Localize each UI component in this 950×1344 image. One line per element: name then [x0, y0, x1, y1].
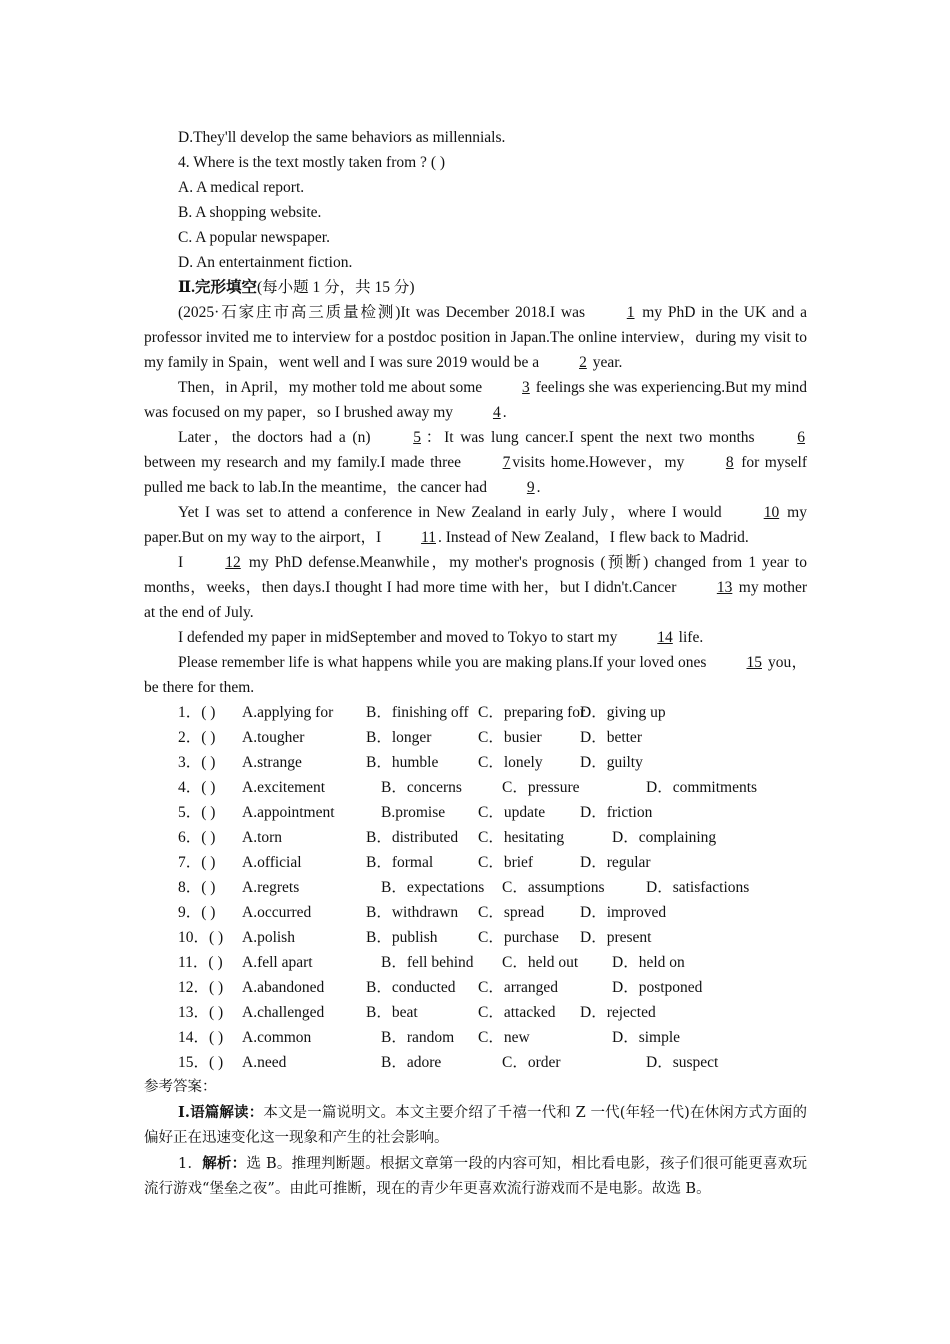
option-row-2	[144, 725, 807, 750]
text-run: ：It was lung cancer.I spent the next two months	[422, 429, 762, 446]
option-row-13	[144, 1000, 807, 1025]
blank-7: 7	[502, 454, 511, 471]
option-b: B．longer	[366, 729, 432, 746]
cloze-paragraph-4	[144, 500, 807, 550]
option-b: B．beat	[366, 1004, 418, 1021]
option-a: A.common	[242, 1029, 312, 1046]
option-number: 13．( )	[178, 1004, 224, 1021]
cloze-paragraph-2	[144, 375, 807, 425]
option-a: A.strange	[242, 754, 302, 771]
option-d: D．guilty	[580, 754, 643, 771]
option-row-9	[144, 900, 807, 925]
answer-intro-text: 本文是一篇说明文。本文主要介绍了千禧一代和 Z 一代(年轻一代)在休闲方式方面的偏好正在迅速变化这一现象和产生的社会影响。	[144, 1105, 807, 1146]
blank-6: 6	[797, 429, 806, 446]
text-run: visits home.However，my	[512, 454, 690, 471]
option-a: A.torn	[242, 829, 283, 846]
option-b: B．publish	[366, 929, 438, 946]
option-number: 11．( )	[178, 954, 223, 971]
text-run: year.	[588, 354, 623, 371]
option-number: 8．( )	[178, 879, 216, 896]
option-c: C．spread	[478, 904, 545, 921]
text-run: feelings she was experiencing.But my mind was focused on my paper，so I brushed away my	[144, 379, 807, 421]
prev-option-d: D.They'll develop the same behaviors as millennials.	[178, 129, 506, 146]
cloze-title-note: (每小题 1 分，共 15 分)	[256, 279, 415, 296]
option-b: B.promise	[381, 804, 446, 821]
option-b: B．conducted	[366, 979, 456, 996]
text-run: Then，in April，my mother told me about some	[178, 379, 487, 396]
option-d: D．rejected	[580, 1004, 656, 1021]
blank-10: 10	[763, 504, 780, 521]
option-b: B．finishing off	[366, 704, 469, 721]
option-a: A.abandoned	[242, 979, 325, 996]
option-row-1	[144, 700, 807, 725]
text-run: my paper.But on my way to the airport，I	[144, 504, 807, 546]
option-row-15	[144, 1050, 807, 1075]
option-c: C．busier	[478, 729, 542, 746]
option-b: B．concerns	[381, 779, 462, 796]
option-a: A.excitement	[242, 779, 326, 796]
question-4-option-b: B. A shopping website.	[178, 204, 322, 221]
option-number: 7．( )	[178, 854, 216, 871]
option-number: 4．( )	[178, 779, 216, 796]
option-a: A.appointment	[242, 804, 335, 821]
option-a: A.challenged	[242, 1004, 325, 1021]
answer-q1-num: 1．	[178, 1156, 203, 1172]
option-b: B．withdrawn	[366, 904, 459, 921]
question-4-option-c: C. A popular newspaper.	[178, 229, 330, 246]
text-run: Please remember life is what happens while you are making plans.If your loved ones	[178, 654, 711, 671]
cloze-title: Ⅱ.完形填空	[178, 279, 257, 296]
blank-8: 8	[725, 454, 734, 471]
option-row-7	[144, 850, 807, 875]
option-row-10	[144, 925, 807, 950]
blank-12: 12	[225, 554, 241, 571]
question-4-option-a: A. A medical report.	[178, 179, 305, 196]
option-c: C．purchase	[478, 929, 559, 946]
cloze-options-list	[144, 700, 807, 1075]
option-a: A.applying for	[242, 704, 334, 721]
option-d: D．giving up	[580, 704, 666, 721]
option-a: A.polish	[242, 929, 295, 946]
text-run: I	[178, 554, 190, 571]
blank-2: 2	[579, 354, 587, 371]
option-number: 2．( )	[178, 729, 216, 746]
cloze-paragraph-7	[144, 650, 807, 700]
blank-11: 11	[421, 529, 436, 546]
option-a: A.official	[242, 854, 302, 871]
blank-3: 3	[522, 379, 530, 396]
option-c: C．pressure	[502, 779, 580, 796]
text-run: Later，the doctors had a (n)	[178, 429, 378, 446]
option-d: D．held on	[612, 954, 685, 971]
option-d: D．commitments	[646, 779, 758, 796]
text-run: you，be there for them.	[144, 654, 807, 696]
option-d: D．better	[580, 729, 642, 746]
option-b: B．formal	[366, 854, 434, 871]
cloze-paragraph-6	[144, 625, 807, 650]
text-run: life.	[674, 629, 704, 646]
document-page	[144, 125, 807, 1202]
option-c: C．held out	[502, 954, 579, 971]
text-run: for myself pulled me back to lab.In the meantime，the cancer had	[144, 454, 807, 496]
text-run: . Instead of New Zealand，I flew back to Madrid.	[438, 529, 749, 546]
blank-15: 15	[746, 654, 762, 671]
option-a: A.fell apart	[242, 954, 313, 971]
option-row-6	[144, 825, 807, 850]
option-row-3	[144, 750, 807, 775]
option-number: 1．( )	[178, 704, 216, 721]
option-number: 5．( )	[178, 804, 216, 821]
option-row-14	[144, 1025, 807, 1050]
text-run: I defended my paper in midSeptember and moved to Tokyo to start my	[178, 629, 622, 646]
option-d: D．regular	[580, 854, 651, 871]
option-number: 3．( )	[178, 754, 216, 771]
answers-heading: 参考答案：	[144, 1079, 217, 1095]
option-d: D．present	[580, 929, 652, 946]
blank-13: 13	[716, 579, 733, 596]
option-d: D．simple	[612, 1029, 681, 1046]
blank-14: 14	[657, 629, 673, 646]
option-c: C．order	[502, 1054, 561, 1071]
text-run: between my research and my family.I made three	[144, 454, 467, 471]
option-a: A.need	[242, 1054, 287, 1071]
option-b: B．distributed	[366, 829, 459, 846]
option-c: C．brief	[478, 854, 534, 871]
option-number: 6．( )	[178, 829, 216, 846]
option-c: C．assumptions	[502, 879, 605, 896]
option-d: D．friction	[580, 804, 653, 821]
question-4-stem: 4. Where is the text mostly taken from ? ( )	[178, 154, 446, 171]
answer-q1-text: 选 B。推理判断题。根据文章第一段的内容可知，相比看电影，孩子们很可能更喜欢玩流行游戏“堡垒之夜”。由此可推断，现在的青少年更喜欢流行游戏而不是电影。故选 B。	[144, 1156, 808, 1197]
cloze-paragraph-5	[144, 550, 807, 625]
option-row-11	[144, 950, 807, 975]
option-c: C．arranged	[478, 979, 559, 996]
option-c: C．hesitating	[478, 829, 565, 846]
blank-4: 4	[492, 404, 501, 421]
option-b: B．expectations	[381, 879, 485, 896]
text-run: Yet I was set to attend a conference in New Zealand in early July，where I would	[178, 504, 728, 521]
option-c: C．preparing for	[478, 704, 586, 721]
option-a: A.occurred	[242, 904, 312, 921]
option-a: A.tougher	[242, 729, 305, 746]
option-row-12	[144, 975, 807, 1000]
blank-1: 1	[626, 304, 635, 321]
text-run: (2025·石家庄市高三质量检测)It was December 2018.I was	[178, 304, 591, 321]
option-a: A.regrets	[242, 879, 300, 896]
cloze-section-title	[144, 275, 807, 300]
option-d: D．suspect	[646, 1054, 719, 1071]
option-b: B．humble	[366, 754, 439, 771]
answer-q1	[144, 1151, 807, 1202]
option-row-8	[144, 875, 807, 900]
option-c: C．new	[478, 1029, 530, 1046]
cloze-paragraph-1	[144, 300, 807, 375]
text-run: .	[502, 404, 507, 421]
option-row-4	[144, 775, 807, 800]
blank-9: 9	[526, 479, 535, 496]
option-b: B．adore	[381, 1054, 442, 1071]
text-run: my mother at the end of July.	[144, 579, 807, 621]
option-number: 9．( )	[178, 904, 216, 921]
cloze-paragraph-3	[144, 425, 807, 500]
answer-intro-label: Ⅰ.语篇解读：	[178, 1104, 264, 1121]
option-b: B．fell behind	[381, 954, 474, 971]
answer-intro	[144, 1100, 807, 1151]
option-c: C．attacked	[478, 1004, 556, 1021]
answer-q1-label: 解析：	[202, 1155, 247, 1172]
option-c: C．lonely	[478, 754, 543, 771]
option-d: D．complaining	[612, 829, 717, 846]
option-d: D．satisfactions	[646, 879, 750, 896]
option-b: B．random	[381, 1029, 455, 1046]
option-row-5	[144, 800, 807, 825]
option-number: 12．( )	[178, 979, 224, 996]
text-run: .	[536, 479, 541, 496]
option-number: 14．( )	[178, 1029, 224, 1046]
option-number: 10．( )	[178, 929, 224, 946]
option-d: D．postponed	[612, 979, 703, 996]
text-run: my PhD in the UK and a professor invited me to interview for a postdoc position in Japan.The online interview，during my visit to my family in Spain，went well and I was sure 2019 would be a	[144, 304, 807, 371]
question-4-option-d: D. An entertainment fiction.	[178, 254, 353, 271]
option-d: D．improved	[580, 904, 667, 921]
text-run: my PhD defense.Meanwhile，my mother's prognosis (预断) changed from 1 year to months，weeks，then days.I thought I had more time with her，but I didn't.Cancer	[144, 554, 807, 596]
blank-5: 5	[413, 429, 421, 446]
option-c: C．update	[478, 804, 546, 821]
option-number: 15．( )	[178, 1054, 224, 1071]
